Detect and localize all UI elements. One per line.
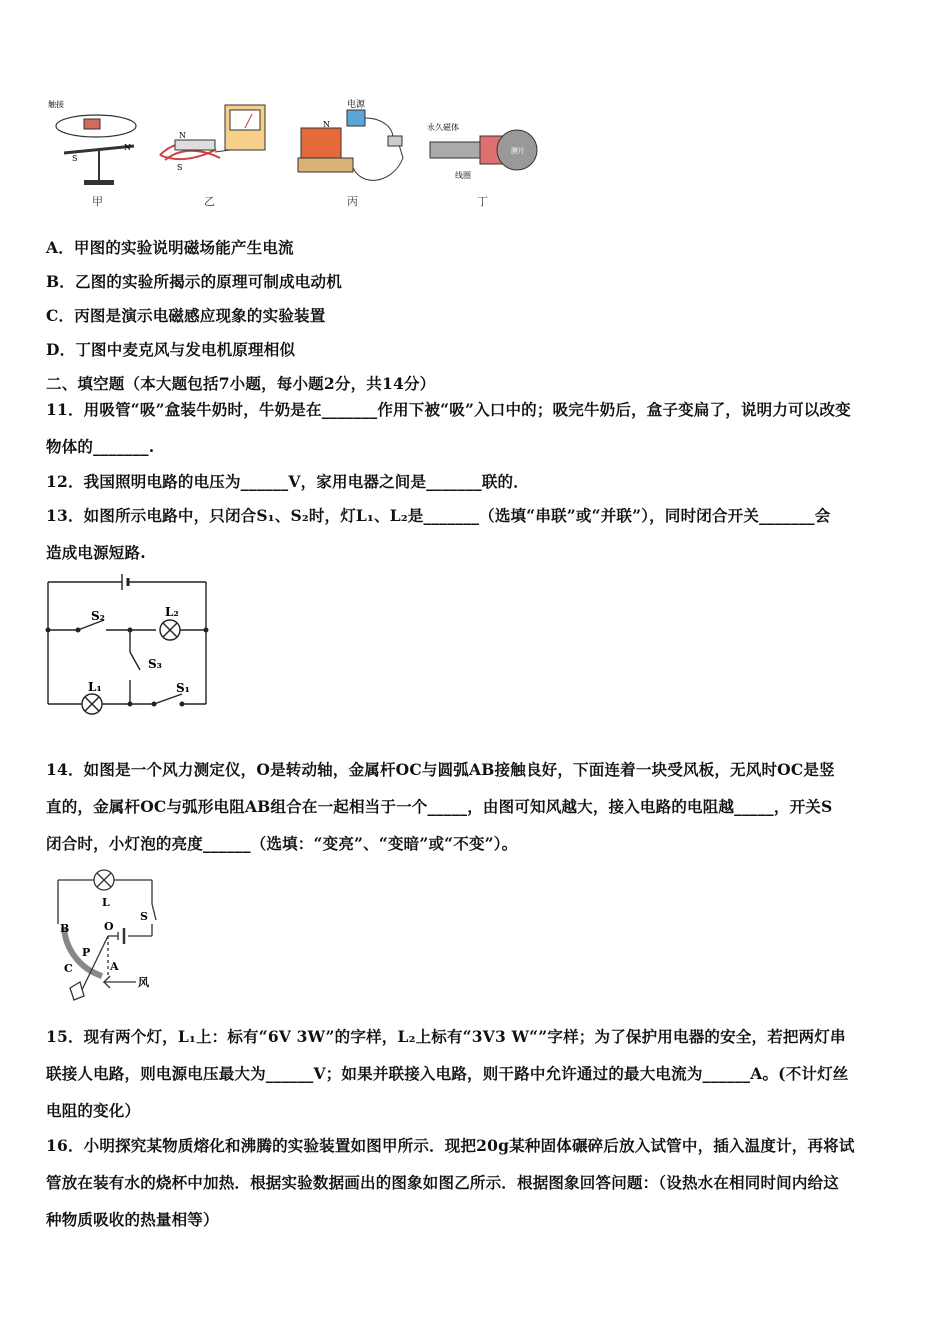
wind-meter-figure (44, 864, 166, 1004)
n-label: N (179, 131, 186, 140)
membrane-label: 膜片 (511, 147, 525, 155)
figure-bing (293, 98, 411, 188)
p-label: P (82, 946, 91, 959)
option-d: D．丁图中麦克风与发电机原理相似 (46, 340, 296, 359)
q16-line1: 16．小明探究某物质熔化和沸腾的实验装置如图甲所示．现把20g某种固体碾碎后放入试管中，插入温度计，再将试 (46, 1136, 855, 1155)
caption-yi: 乙 (204, 195, 215, 208)
q13-line1: 13．如图所示电路中，只闭合S₁、S₂时，灯L₁、L₂是_______（选填“串联”或“并联”），同时闭合开关_______会 (46, 506, 831, 525)
q11-line2: 物体的_______. (46, 437, 155, 456)
magnet-label: 永久磁体 (427, 123, 459, 132)
circuit-q13 (44, 572, 214, 712)
s-label: S (72, 154, 78, 163)
touch-label: 触接 (48, 100, 64, 109)
a-label: A (110, 960, 119, 973)
q14-line3: 闭合时，小灯泡的亮度______（选填：“变亮”、“变暗”或“不变”）。 (46, 834, 518, 853)
n-label: N (124, 143, 131, 152)
option-c: C．丙图是演示电磁感应现象的实验装置 (46, 306, 326, 325)
caption-bing: 丙 (347, 195, 358, 208)
q14-line1: 14．如图是一个风力测定仪，O是转动轴，金属杆OC与圆弧AB接触良好，下面连着一块受风板，无风时OC是竖 (46, 760, 835, 779)
c-label: C (64, 962, 73, 975)
power-label: 电源 (347, 100, 366, 110)
option-a: A．甲图的实验说明磁场能产生电流 (46, 238, 294, 257)
q11-line1: 11．用吸管“吸”盒装牛奶时，牛奶是在_______作用下被“吸”入口中的；吸完牛奶后，盒子变扁了，说明力可以改变 (46, 400, 851, 419)
l2-label: L₂ (165, 605, 179, 619)
coil-label: 线圈 (455, 171, 471, 180)
q16-line3: 种物质吸收的热量相等） (46, 1210, 219, 1229)
caption-ding: 丁 (477, 195, 488, 208)
q15-line2: 联接人电路，则电源电压最大为______V；如果并联接入电路，则干路中允许通过的最大电流为______A。(不计灯丝 (46, 1064, 849, 1083)
switch-label: S (140, 910, 148, 923)
l1-label: L₁ (88, 680, 102, 694)
s2-label: S₂ (91, 609, 105, 623)
q14-line2: 直的，金属杆OC与弧形电阻AB组合在一起相当于一个_____，由图可知风越大，接入电路的电阻越_____，开关S (46, 797, 833, 816)
q12: 12．我国照明电路的电压为______V，家用电器之间是_______联的． (46, 472, 529, 491)
q15-line1: 15．现有两个灯，L₁上：标有“6V 3W”的字样，L₂上标有“3V3 W“”字样；为了保护用电器的安全，若把两灯串 (46, 1027, 846, 1046)
o-label: O (104, 920, 114, 933)
q16-line2: 管放在装有水的烧杯中加热．根据实验数据画出的图象如图乙所示．根据图象回答问题：（设热水在相同时间内给这 (46, 1173, 839, 1192)
lamp-label: L (102, 896, 110, 909)
figure-yi (155, 100, 270, 180)
section-heading: 二、填空题（本大题包括7小题，每小题2分，共14分） (46, 374, 436, 393)
figure-jia (44, 98, 144, 190)
s-label: S (177, 163, 183, 172)
caption-jia: 甲 (92, 195, 103, 208)
s1-label: S₁ (176, 681, 190, 695)
option-b: B．乙图的实验所揭示的原理可制成电动机 (46, 272, 342, 291)
figure-ding (425, 120, 540, 182)
b-label: B (60, 922, 70, 935)
q15-line3: 电阻的变化） (46, 1101, 141, 1120)
q13-line2: 造成电源短路. (46, 543, 146, 562)
n-label: N (323, 120, 330, 129)
wind-label: 风 (138, 976, 149, 989)
s3-label: S₃ (148, 657, 162, 671)
